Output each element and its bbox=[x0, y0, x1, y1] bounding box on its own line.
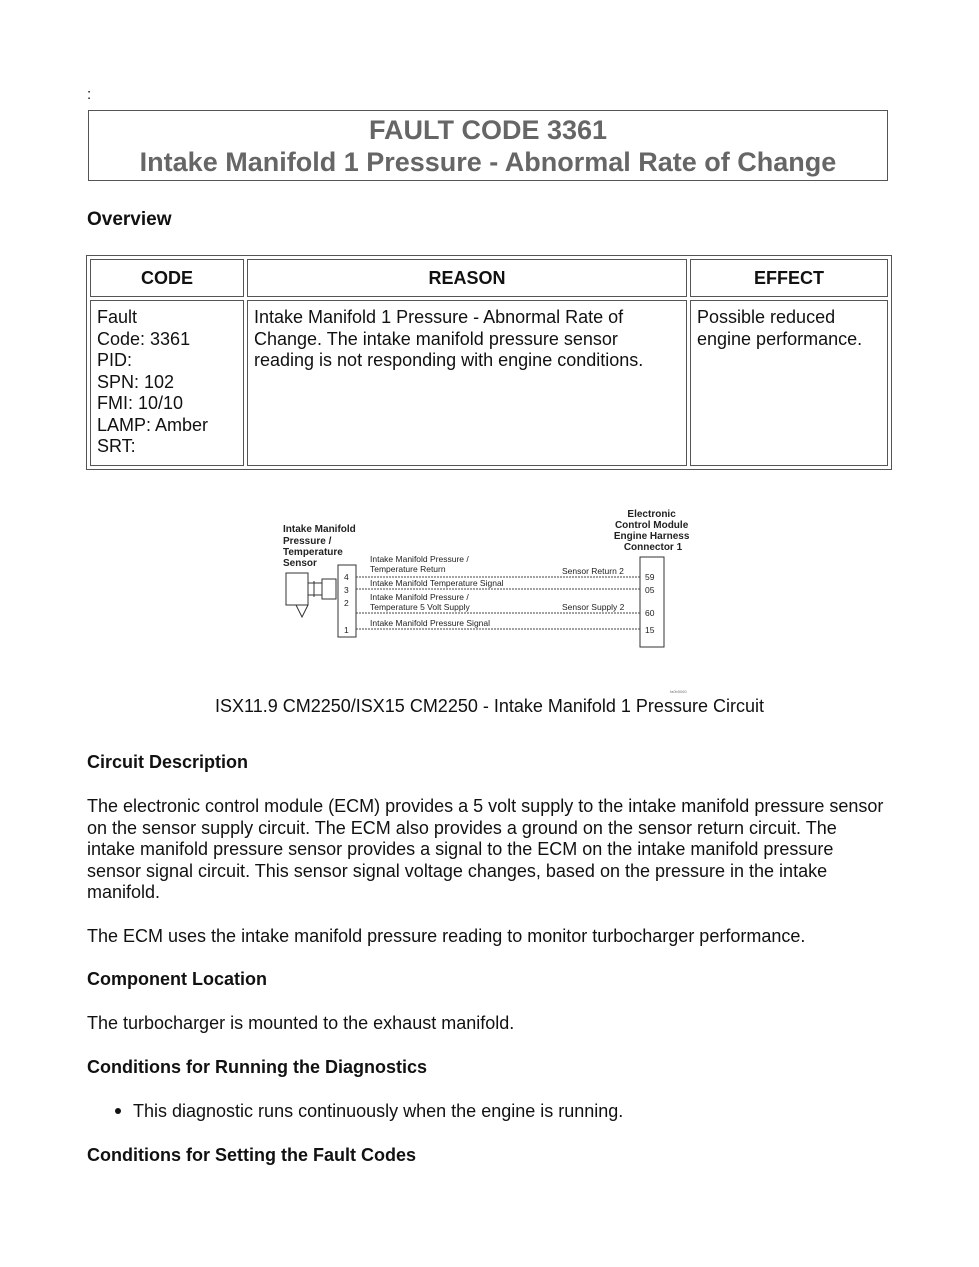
sensor-label-line: Sensor bbox=[283, 558, 317, 569]
wire-label: Temperature 5 Volt Supply bbox=[370, 602, 470, 612]
pin-right: 05 bbox=[645, 585, 655, 595]
page-marker: : bbox=[87, 86, 92, 103]
component-location-heading: Component Location bbox=[87, 969, 267, 989]
bullet-text: This diagnostic runs continuously when the engine is running. bbox=[133, 1101, 624, 1121]
pin-right: 15 bbox=[645, 625, 655, 635]
ecm-label-line: Engine Harness bbox=[613, 531, 690, 542]
ecm-label-line: Control Module bbox=[614, 520, 689, 531]
pin-right: 59 bbox=[645, 572, 655, 582]
bullet-icon bbox=[115, 1108, 121, 1114]
pin-right: 60 bbox=[645, 608, 655, 618]
code-cell bbox=[90, 300, 244, 466]
list-item bbox=[115, 1101, 623, 1122]
wire-right-label: Sensor Supply 2 bbox=[562, 602, 625, 612]
code-line: SPN: 102 bbox=[97, 371, 175, 392]
ecm-label-line: Electronic bbox=[627, 509, 676, 520]
effect-cell: Possible reduced engine performance. bbox=[690, 300, 888, 466]
column-header-reason: REASON bbox=[247, 259, 687, 297]
code-line: PID: bbox=[97, 350, 133, 370]
pin-left: 4 bbox=[344, 572, 349, 582]
circuit-description-paragraph: The electronic control module (ECM) provides a 5 volt supply to the intake manifold pressure sensor on the sensor supply circuit. The ECM also provides a ground on the sensor return circuit. The intake manifold pressure sensor provides a signal to the ECM on the intake manifold pressure sensor signal circuit. This sensor signal voltage changes, based on the pressure in the intake manifold. bbox=[87, 796, 884, 902]
sensor-connector-icon bbox=[286, 573, 336, 617]
overview-heading: Overview bbox=[87, 209, 172, 230]
sensor-label bbox=[283, 524, 359, 569]
code-line: Fault bbox=[97, 307, 138, 327]
diagram-caption: ISX11.9 CM2250/ISX15 CM2250 - Intake Manifold 1 Pressure Circuit bbox=[215, 696, 764, 716]
pin-left: 1 bbox=[344, 625, 349, 635]
component-location-paragraph: The turbocharger is mounted to the exhaust manifold. bbox=[87, 1013, 515, 1033]
wire-label: Temperature Return bbox=[370, 564, 446, 574]
column-header-code: CODE bbox=[90, 259, 244, 297]
fault-code-title: FAULT CODE 3361 bbox=[368, 115, 608, 145]
circuit-description-paragraph-2: The ECM uses the intake manifold pressure reading to monitor turbocharger performance. bbox=[87, 926, 806, 946]
setting-conditions-heading: Conditions for Setting the Fault Codes bbox=[87, 1145, 416, 1165]
wire-label: Intake Manifold Temperature Signal bbox=[370, 578, 504, 588]
wire-right-label: Sensor Return 2 bbox=[562, 566, 624, 576]
sensor-label-line: Temperature bbox=[283, 547, 343, 558]
wire-label: Intake Manifold Pressure / bbox=[370, 554, 469, 564]
pin-left: 3 bbox=[344, 585, 349, 595]
wire-label: Intake Manifold Pressure / bbox=[370, 592, 469, 602]
code-line: Code: 3361 bbox=[97, 328, 191, 349]
fault-title-box bbox=[88, 110, 888, 181]
ecm-label-line: Connector 1 bbox=[623, 542, 683, 553]
ecm-label bbox=[614, 509, 692, 553]
diagram-ref-code: fa0b5060 bbox=[670, 689, 687, 694]
wire-label: Intake Manifold Pressure Signal bbox=[370, 618, 491, 628]
code-line: LAMP: Amber bbox=[97, 414, 209, 435]
sensor-label-line: Intake Manifold bbox=[283, 524, 356, 535]
column-header-effect: EFFECT bbox=[690, 259, 888, 297]
running-conditions-heading: Conditions for Running the Diagnostics bbox=[87, 1057, 427, 1077]
circuit-description-heading: Circuit Description bbox=[87, 752, 249, 772]
pin-left: 2 bbox=[344, 598, 349, 608]
sensor-label-line: Pressure / bbox=[283, 536, 332, 547]
code-line: SRT: bbox=[97, 436, 136, 456]
fault-code-subtitle: Intake Manifold 1 Pressure - Abnormal Rate of Change bbox=[139, 147, 837, 177]
circuit-diagram bbox=[278, 505, 698, 695]
overview-table bbox=[86, 255, 892, 470]
reason-cell: Intake Manifold 1 Pressure - Abnormal Rate of Change. The intake manifold pressure sensor reading is not responding with engine conditions. bbox=[247, 300, 687, 466]
table-row bbox=[90, 300, 888, 466]
table-header-row bbox=[90, 259, 888, 297]
code-line: FMI: 10/10 bbox=[97, 393, 184, 413]
